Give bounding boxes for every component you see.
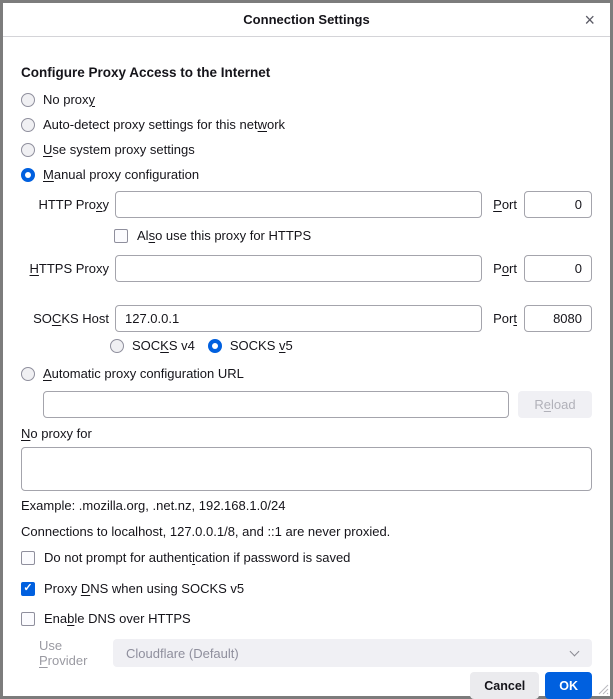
radio-system-proxy[interactable] [21,142,592,157]
radio-auto-config-url[interactable] [21,366,592,381]
radio-socks-v5[interactable] [208,338,293,353]
radio-auto-detect-label: Auto-detect proxy settings for this network [43,117,286,132]
http-proxy-label: HTTP Proxy [38,197,109,212]
titlebar [3,3,610,37]
https-port-input[interactable] [524,255,592,282]
no-proxy-example-text: Example: .mozilla.org, .net.nz, 192.168.1.0/24 [21,498,286,513]
radio-auto-config-url-label: Automatic proxy configuration URL [43,366,244,381]
dialog-content [3,37,610,699]
radio-socks-v4-label: SOCKS v4 [132,338,195,353]
socks-version-group [110,338,592,353]
radio-manual-proxy-label: Manual proxy configuration [43,167,200,182]
https-proxy-input[interactable] [115,255,482,282]
radio-manual-proxy[interactable] [21,167,592,182]
also-https-checkbox[interactable] [114,228,592,243]
also-https-label: Also use this proxy for HTTPS [137,228,312,243]
radio-icon [21,143,35,157]
radio-icon [21,168,35,182]
chevron-down-icon [570,647,580,657]
provider-select-value: Cloudflare (Default) [126,645,239,661]
radio-no-proxy-label: No proxy [43,92,96,107]
dns-over-https-label: Enable DNS over HTTPS [44,611,191,626]
auto-config-url-row [43,391,592,418]
socks-host-input[interactable] [115,305,482,332]
http-port-label: Port [493,197,517,212]
cancel-button[interactable]: Cancel [470,672,539,699]
http-proxy-row [21,191,592,218]
reload-button[interactable]: Reload [518,391,592,418]
socks-port-input[interactable] [524,305,592,332]
proxy-dns-checkbox[interactable] [21,581,592,596]
https-proxy-label: HTTPS Proxy [29,261,109,276]
ok-button[interactable]: OK [545,672,592,699]
radio-icon [110,339,124,353]
socks-host-label: SOCKS Host [33,311,109,326]
proxy-dns-label: Proxy DNS when using SOCKS v5 [44,581,245,596]
resize-grip-icon[interactable] [596,682,609,695]
no-proxy-note-text: Connections to localhost, 127.0.0.1/8, and ::1 are never proxied. [21,524,391,539]
https-port-label: Port [493,261,517,276]
check-icon: ✓ [23,582,33,594]
radio-icon [21,367,35,381]
checkbox-icon [21,551,35,565]
dns-over-https-checkbox[interactable] [21,611,592,626]
provider-select[interactable] [113,639,592,667]
no-proxy-for-label: No proxy for [21,426,92,441]
close-icon[interactable]: × [584,9,595,30]
radio-system-proxy-label: Use system proxy settings [43,142,195,157]
no-prompt-auth-checkbox[interactable] [21,550,592,565]
http-proxy-input[interactable] [115,191,482,218]
checkbox-icon [21,612,35,626]
no-prompt-auth-label: Do not prompt for authentication if password is saved [44,550,351,565]
radio-icon [21,93,35,107]
checkbox-icon [21,582,35,596]
socks-port-label: Port [493,311,517,326]
https-proxy-row [21,255,592,282]
dns-provider-row [21,638,592,668]
auto-config-url-input[interactable] [43,391,509,418]
no-proxy-for-textarea[interactable] [21,447,592,491]
radio-no-proxy[interactable] [21,92,592,107]
radio-socks-v4[interactable] [110,338,195,353]
checkbox-icon [114,229,128,243]
page-title: Configure Proxy Access to the Internet [21,65,271,80]
dialog-title: Connection Settings [243,12,370,27]
use-provider-label: Use Provider [39,638,88,668]
radio-icon [21,118,35,132]
radio-socks-v5-label: SOCKS v5 [229,338,293,353]
http-port-input[interactable] [524,191,592,218]
radio-icon [208,339,222,353]
socks-host-row [21,305,592,332]
radio-auto-detect[interactable] [21,117,592,132]
dialog-footer [21,672,592,699]
